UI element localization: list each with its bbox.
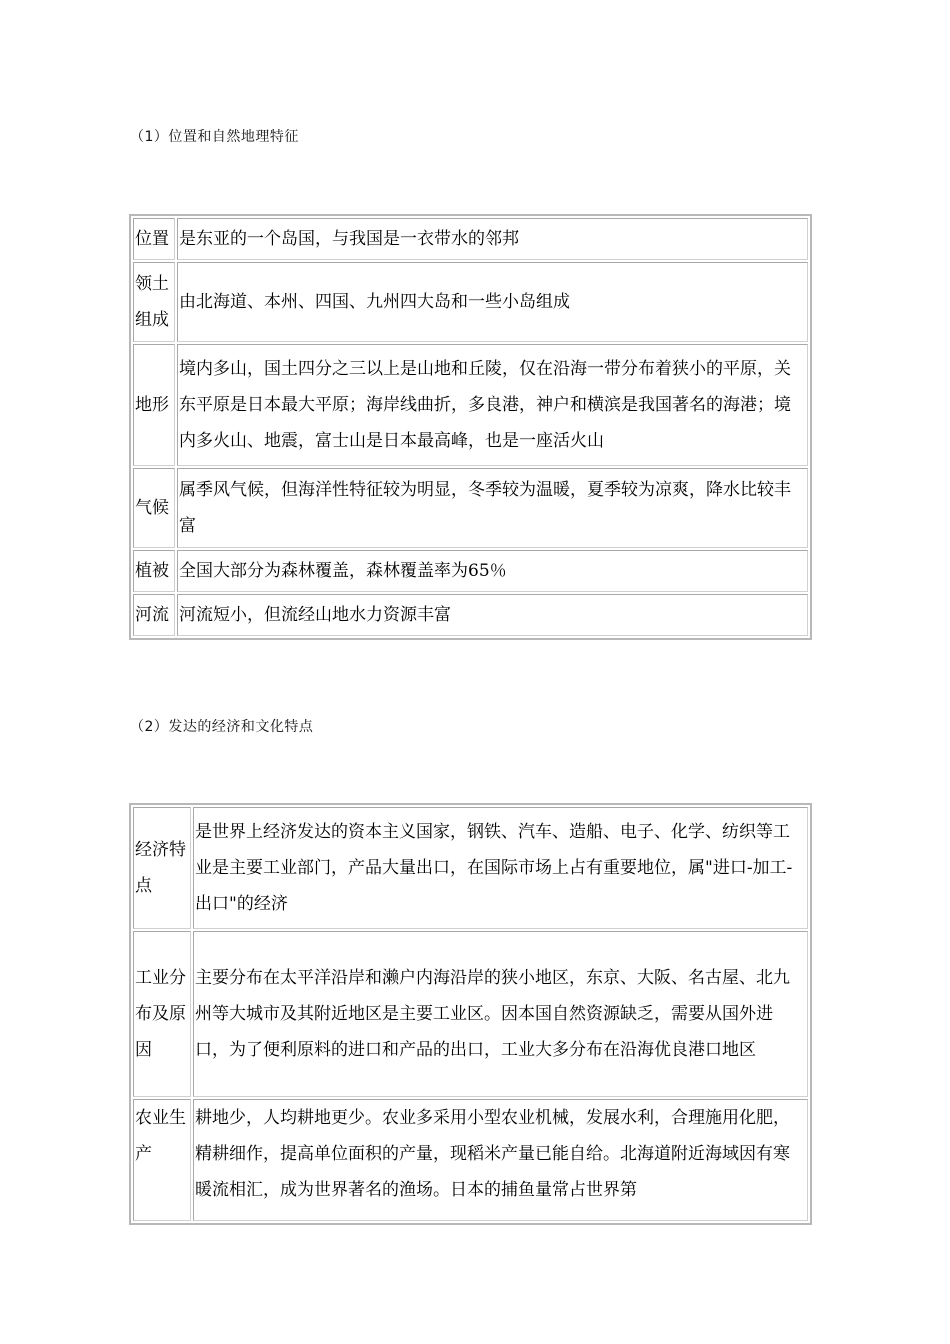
row-text: 境内多山，国土四分之三以上是山地和丘陵，仅在沿海一带分布着狭小的平原，关东平原是日本最大平原；海岸线曲折，多良港，神户和横滨是我国著名的海港；境内多火山、地震，富士山是日本最高峰，也是一座活火山 [177,344,808,466]
row-label: 河流 [133,594,175,636]
row-text: 全国大部分为森林覆盖，森林覆盖率为65％ [177,550,808,592]
table-row [133,807,808,929]
table-row [133,1099,808,1221]
row-text: 耕地少，人均耕地更少。农业多采用小型农业机械，发展水利，合理施用化肥，精耕细作，提高单位面积的产量，现稻米产量已能自给。北海道附近海域因有寒暖流相汇，成为世界著名的渔场。日本的捕鱼量常占世界第 [195,1108,790,1200]
table-row [133,550,808,592]
row-text: 是世界上经济发达的资本主义国家，钢铁、汽车、造船、电子、化学、纺织等工业是主要工业部门，产品大量出口，在国际市场上占有重要地位，属"进口-加工-出口"的经济 [193,807,808,929]
row-label: 位置 [133,218,175,260]
row-label: 农业生产 [133,1099,191,1221]
row-label: 地形 [133,344,175,466]
section2-heading: （2）发达的经济和文化特点 [130,719,314,735]
row-label: 经济特点 [133,807,191,929]
table-row [133,931,808,1097]
row-text: 主要分布在太平洋沿岸和濑户内海沿岸的狭小地区，东京、大阪、名古屋、北九州等大城市及其附近地区是主要工业区。因本国自然资源缺乏，需要从国外进口，为了便利原料的进口和产品的出口，工业大多分布在沿海优良港口地区 [193,931,808,1097]
table-row [133,344,808,466]
row-text-cell [193,1099,808,1221]
row-label: 领土组成 [133,262,175,342]
table-row [133,594,808,636]
geography-table [129,214,812,640]
row-text: 河流短小，但流经山地水力资源丰富 [177,594,808,636]
section1-heading: （1）位置和自然地理特征 [130,129,299,145]
table-row [133,262,808,342]
row-label: 植被 [133,550,175,592]
economy-table [129,803,812,1225]
row-label: 气候 [133,468,175,548]
table-row [133,468,808,548]
row-text: 属季风气候，但海洋性特征较为明显，冬季较为温暖，夏季较为凉爽，降水比较丰富 [177,468,808,548]
table-row [133,218,808,260]
row-text: 由北海道、本州、四国、九州四大岛和一些小岛组成 [177,262,808,342]
row-text: 是东亚的一个岛国，与我国是一衣带水的邻邦 [177,218,808,260]
row-label: 工业分布及原因 [133,931,191,1097]
